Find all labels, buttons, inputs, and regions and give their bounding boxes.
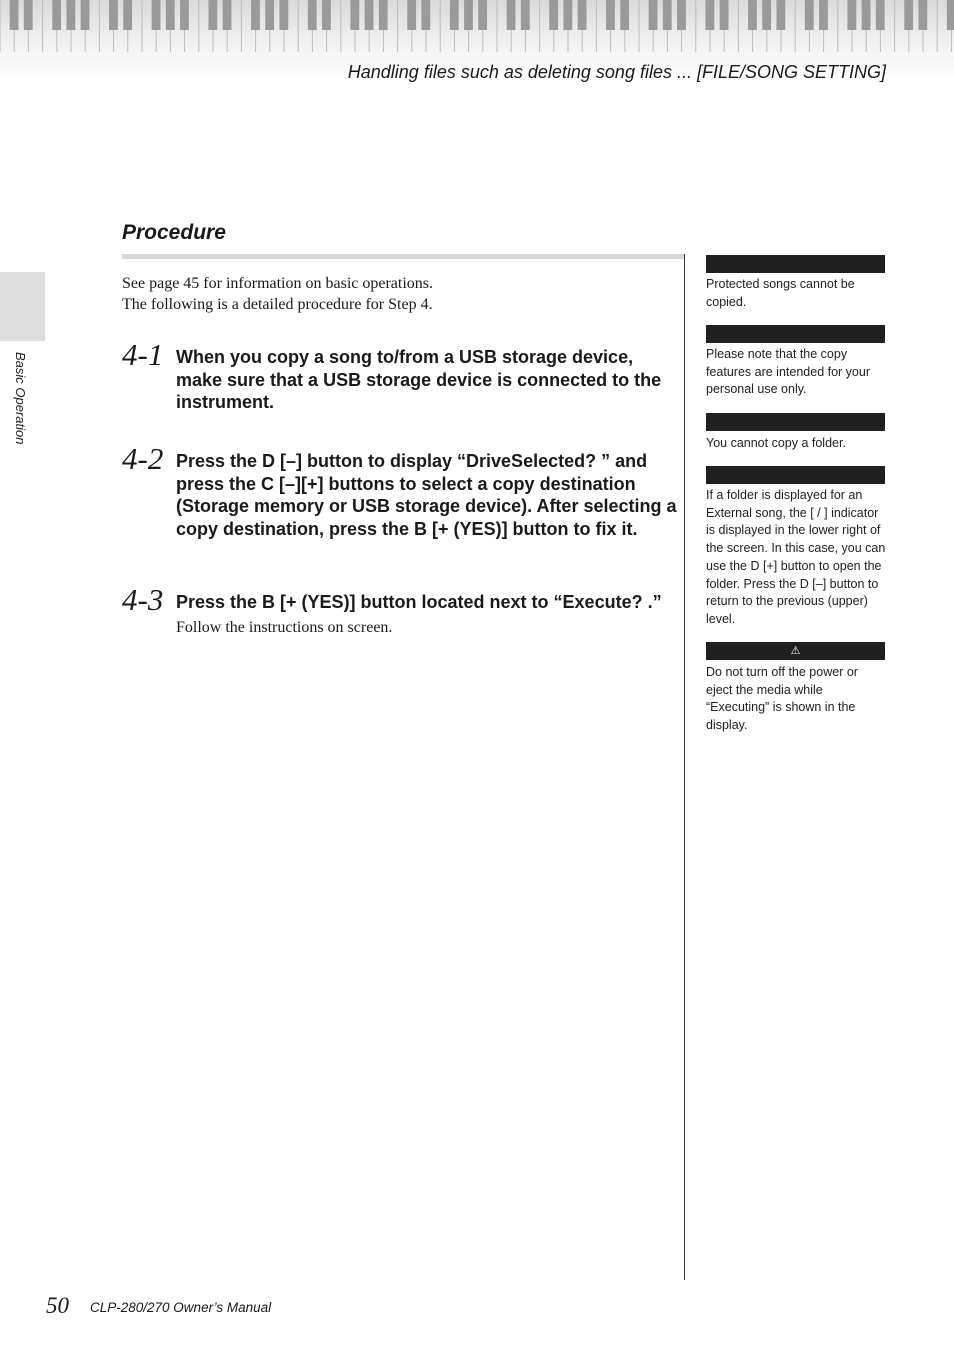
note-text <box>706 435 886 453</box>
black-key <box>265 0 274 30</box>
note-paragraph: Please note that the copy features are intended for your personal use only. <box>706 347 870 397</box>
black-key <box>208 0 217 30</box>
step-text: Press the D [–] button to display “DriveSelected? ” and press the C [–][+] buttons to select a copy destination (Storage memory or USB storage device). After selecting a copy destination, press the B [+ (YES)] button to fix it. <box>176 451 677 539</box>
step-4-1 <box>122 339 682 414</box>
black-key <box>152 0 161 30</box>
step-text: Press the B [+ (YES)] button located next to “Execute? .” <box>176 592 662 612</box>
black-key <box>805 0 814 30</box>
black-key <box>663 0 672 30</box>
note-paragraph: Do not turn off the power or eject the media while “Executing” is shown in the display. <box>706 665 858 733</box>
black-key <box>81 0 90 30</box>
black-key <box>365 0 374 30</box>
note-text <box>706 346 886 399</box>
black-key <box>620 0 629 30</box>
black-key <box>507 0 516 30</box>
caution-text <box>706 664 886 735</box>
step-number: 4-1 <box>122 337 164 372</box>
black-key <box>862 0 871 30</box>
note-paragraph: You cannot copy a folder. <box>706 436 846 450</box>
step-4-2 <box>122 443 682 540</box>
section-title: Procedure <box>122 221 226 244</box>
black-key <box>279 0 288 30</box>
note-label-bar <box>706 325 885 343</box>
black-key <box>549 0 558 30</box>
note-paragraph: If a folder is displayed for an External song, the [ / ] indicator is displayed in the lower right of the screen. In this case, you can use the D [+] button to open the folder. Press the D [–] button to return to the previous (upper) level. <box>706 488 886 626</box>
black-key <box>109 0 118 30</box>
note-label-bar <box>706 466 885 484</box>
black-key <box>904 0 913 30</box>
step-number: 4-2 <box>122 441 164 476</box>
footer-manual-title: CLP-280/270 Owner’s Manual <box>90 1300 272 1315</box>
black-key <box>947 0 954 30</box>
step-subtext: Follow the instructions on screen. <box>176 618 393 636</box>
black-key <box>918 0 927 30</box>
black-key <box>720 0 729 30</box>
note-label-bar <box>706 413 885 431</box>
side-tab-marker <box>0 272 45 341</box>
side-tab-label: Basic Operation <box>13 352 28 445</box>
black-key <box>407 0 416 30</box>
black-key <box>521 0 530 30</box>
black-key <box>464 0 473 30</box>
black-key <box>847 0 856 30</box>
black-key <box>24 0 33 30</box>
black-key <box>748 0 757 30</box>
note-label-bar <box>706 255 885 273</box>
column-divider <box>684 254 685 1280</box>
black-key <box>677 0 686 30</box>
intro-text <box>122 273 672 315</box>
black-key <box>66 0 75 30</box>
black-key <box>166 0 175 30</box>
black-key <box>52 0 61 30</box>
black-key <box>251 0 260 30</box>
note-paragraph: Protected songs cannot be copied. <box>706 277 855 309</box>
note-text <box>706 276 886 311</box>
black-key <box>478 0 487 30</box>
black-key <box>450 0 459 30</box>
caution-label-bar: ⚠ <box>706 642 885 660</box>
black-key <box>563 0 572 30</box>
black-key <box>876 0 885 30</box>
black-key <box>322 0 331 30</box>
black-key <box>776 0 785 30</box>
black-key <box>123 0 132 30</box>
black-key <box>223 0 232 30</box>
black-key <box>180 0 189 30</box>
black-key <box>578 0 587 30</box>
black-key <box>649 0 658 30</box>
note-text <box>706 487 886 629</box>
black-key <box>819 0 828 30</box>
black-key <box>705 0 714 30</box>
title-rule <box>122 254 684 259</box>
black-key <box>762 0 771 30</box>
black-key <box>308 0 317 30</box>
step-4-3 <box>122 584 682 638</box>
black-key <box>606 0 615 30</box>
intro-line: The following is a detailed procedure for Step 4. <box>122 296 433 313</box>
running-head: Handling files such as deleting song files ... [FILE/SONG SETTING] <box>347 62 886 82</box>
black-key <box>379 0 388 30</box>
intro-line: See page 45 for information on basic operations. <box>122 275 434 292</box>
black-key <box>10 0 19 30</box>
black-key <box>421 0 430 30</box>
step-text: When you copy a song to/from a USB storage device, make sure that a USB storage device is connected to the instrument. <box>176 347 662 412</box>
page-number: 50 <box>46 1293 69 1318</box>
step-number: 4-3 <box>122 582 164 617</box>
black-key <box>350 0 359 30</box>
